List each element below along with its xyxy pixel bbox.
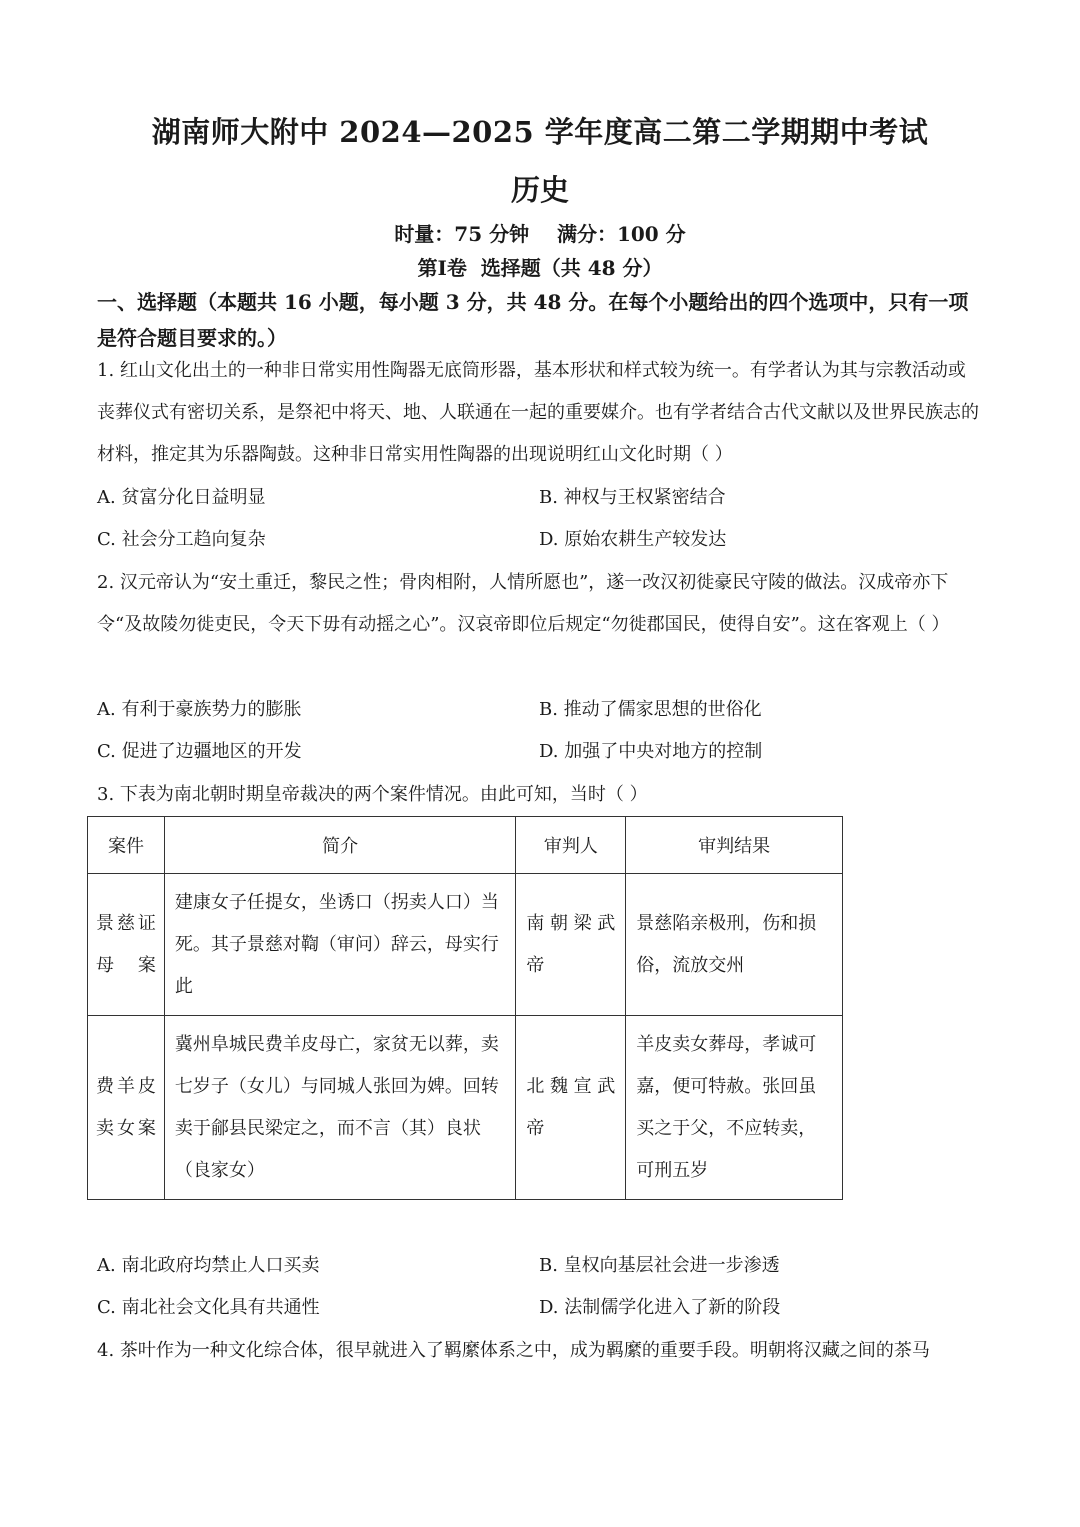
question-2-option-c[interactable]: C. 促进了边疆地区的开发 <box>97 741 302 762</box>
table-row <box>88 874 843 1016</box>
question-1-option-d[interactable]: D. 原始农耕生产较发达 <box>539 529 727 550</box>
question-2-option-a[interactable]: A. 有利于豪族势力的膨胀 <box>97 699 302 720</box>
header-summary: 简介 <box>164 817 515 874</box>
case-summary: 建康女子任提女，坐诱口（拐卖人口）当死。其子景慈对鞫（审问）辞云，母实行此 <box>174 891 499 997</box>
case-result: 羊皮卖女葬母，孝诚可嘉，便可特赦。张回虽买之于父，不应转卖，可刑五岁 <box>636 1033 817 1181</box>
question-2-option-b[interactable]: B. 推动了儒家思想的世俗化 <box>539 699 762 720</box>
table-row <box>88 1016 843 1200</box>
question-1-option-c[interactable]: C. 社会分工趋向复杂 <box>97 529 266 550</box>
question-4-stem: 4. 茶叶作为一种文化综合体，很早就进入了羁縻体系之中，成为羁縻的重要手段。明朝将汉藏之间的茶马 <box>97 1340 930 1361</box>
subject-title: 历史 <box>510 173 569 207</box>
case-table <box>87 816 843 1200</box>
volume-heading: 第Ⅰ卷 选择题（共 48 分） <box>417 256 663 280</box>
case-judge: 北魏宣武帝 <box>526 1075 616 1139</box>
question-3-option-b[interactable]: B. 皇权向基层社会进一步渗透 <box>539 1255 780 1276</box>
header-judge: 审判人 <box>516 817 626 874</box>
time-score-info: 时量：75 分钟 满分：100 分 <box>394 222 686 246</box>
question-2-stem: 2. 汉元帝认为“安土重迁，黎民之性；骨肉相附，人情所愿也”，遂一改汉初徙豪民守陵的做法。汉成帝亦下令“及故陵勿徙吏民，令天下毋有动摇之心”。汉哀帝即位后规定“勿徙郡国民，使得自安”。这在客观上（ ） <box>97 572 950 635</box>
question-1-option-a[interactable]: A. 贫富分化日益明显 <box>97 487 266 508</box>
case-summary: 冀州阜城民费羊皮母亡，家贫无以葬，卖七岁子（女儿）与同城人张回为婢。回转卖于鄃县民梁定之，而不言（其）良状（良家女） <box>174 1033 499 1181</box>
section-heading: 一、选择题（本题共 16 小题，每小题 3 分，共 48 分。在每个小题给出的四个选项中，只有一项是符合题目要求的。） <box>97 290 969 350</box>
header-case: 案件 <box>88 817 165 874</box>
question-3-option-c[interactable]: C. 南北社会文化具有共通性 <box>97 1297 320 1318</box>
case-judge: 南朝梁武帝 <box>526 912 616 976</box>
exam-title: 湖南师大附中 2024—2025 学年度高二第二学期期中考试 <box>151 115 929 149</box>
case-name: 景慈证母案 <box>96 912 156 976</box>
header-result: 审判结果 <box>626 817 843 874</box>
question-1-option-b[interactable]: B. 神权与王权紧密结合 <box>539 487 726 508</box>
table-header-row <box>88 817 843 874</box>
question-2-option-d[interactable]: D. 加强了中央对地方的控制 <box>539 741 763 762</box>
question-3-stem: 3. 下表为南北朝时期皇帝裁决的两个案件情况。由此可知，当时（ ） <box>97 784 648 805</box>
case-name: 费羊皮卖女案 <box>96 1075 156 1139</box>
question-3-option-d[interactable]: D. 法制儒学化进入了新的阶段 <box>539 1297 781 1318</box>
question-1-stem: 1. 红山文化出土的一种非日常实用性陶器无底筒形器，基本形状和样式较为统一。有学者认为其与宗教活动或丧葬仪式有密切关系，是祭祀中将天、地、人联通在一起的重要媒介。也有学者结合古代文献以及世界民族志的材料，推定其为乐器陶鼓。这种非日常实用性陶器的出现说明红山文化时期（ ） <box>97 360 979 465</box>
case-result: 景慈陷亲极刑，伤和损俗，流放交州 <box>636 912 817 976</box>
question-3-option-a[interactable]: A. 南北政府均禁止人口买卖 <box>97 1255 320 1276</box>
